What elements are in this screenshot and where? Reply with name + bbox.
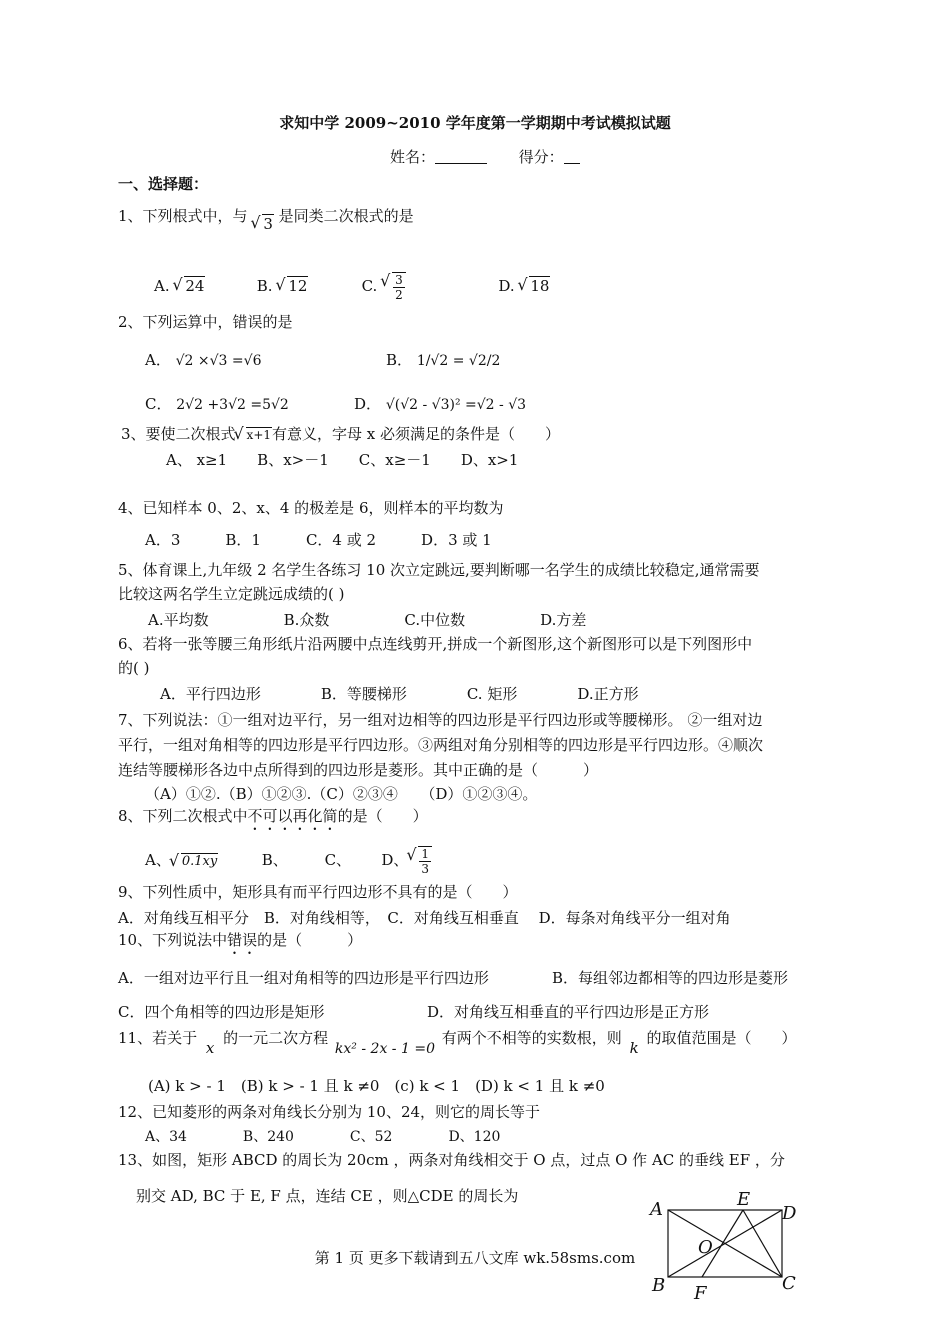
question-1-stem: 1、下列根式中，与 √ 3 是同类二次根式的是 (118, 206, 414, 226)
question-5-stem-2: 比较这两名学生立定跳远成绩的( ) (118, 585, 345, 603)
question-4-stem: 4、已知样本 0、2、x、4 的极差是 6，则样本的平均数为 (118, 499, 504, 517)
question-2-stem: 2、下列运算中，错误的是 (118, 313, 293, 331)
question-10-option-d: D．对角线互相垂直的平行四边形是正方形 (427, 1003, 710, 1021)
question-2-option-d: D． √(√2 - √3)² =√2 - √3 (354, 395, 527, 413)
name-blank[interactable] (435, 149, 487, 164)
question-13-line-2: 别交 AD, BC 于 E, F 点，连结 CE ，则△CDE 的周长为 (136, 1187, 519, 1205)
question-3-stem: 3、要使二次根式√ x+1有意义，字母 x 必须满足的条件是（ ） (121, 424, 560, 445)
question-13-line-1: 13、如图，矩形 ABCD 的周长为 20cm ，两条对角线相交于 O 点，过点 O 作 AC 的垂线 EF ，分 (118, 1151, 785, 1169)
question-5-stem-1: 5、体育课上,九年级 2 名学生各练习 10 次立定跳远,要判断哪一名学生的成绩比较稳定,通常需要 (118, 561, 760, 579)
question-10-option-c: C．四个角相等的四边形是矩形 (118, 1003, 325, 1021)
question-6-options: A．平行四边形 B．等腰梯形 C. 矩形 D.正方形 (160, 685, 639, 703)
question-10-option-a: A．一组对边平行且一组对角相等的四边形是平行四边形 (118, 969, 489, 987)
question-5-options: A.平均数 B.众数 C.中位数 D.方差 (148, 611, 587, 629)
question-10-option-b: B．每组邻边都相等的四边形是菱形 (552, 969, 789, 987)
question-2-option-b: B． 1/√2 = √2/2 (386, 351, 501, 369)
question-12-stem: 12、已知菱形的两条对角线长分别为 10、24，则它的周长等于 (118, 1103, 541, 1121)
question-8-stem: 8、下列二次根式中不可以再化简的是（ ） (118, 807, 428, 825)
rectangle-figure (648, 1185, 798, 1305)
exam-title: 求知中学 2009~2010 学年度第一学期期中考试模拟试题 (279, 114, 671, 132)
label-c: C (782, 1273, 796, 1294)
label-b: B (652, 1275, 666, 1296)
question-6-stem-1: 6、若将一张等腰三角形纸片沿两腰中点连线剪开,拼成一个新图形,这个新图形可以是下列图形中 (118, 635, 753, 653)
section-heading: 一、选择题： (118, 175, 209, 193)
question-3-options: A、 x≥1 B、x>－1 C、x≥－1 D、x>1 (166, 451, 519, 469)
question-9-options: A．对角线互相平分 B．对角线相等， C．对角线互相垂直 D．每条对角线平分一组对角 (118, 909, 731, 927)
question-11-options: (A) k > - 1 (B) k > - 1 且 k ≠0 (c) k < 1 (D) k < 1 且 k ≠0 (148, 1077, 605, 1095)
name-label: 姓名： (390, 148, 436, 166)
question-7-stem-2: 平行，一组对角相等的四边形是平行四边形。③两组对角分别相等的四边形是平行四边形。④顺次 (118, 736, 764, 754)
question-2-option-c: C． 2√2 +3√2 =5√2 (145, 395, 289, 413)
label-d: D (782, 1203, 797, 1224)
name-score-bar (390, 146, 580, 167)
question-11-stem: 11、若关于 x 的一元二次方程 kx² - 2x - 1 =0 有两个不相等的实数根，则 k 的取值范围是（ ） (118, 1029, 797, 1057)
score-label: 得分： (518, 148, 564, 166)
score-blank[interactable] (564, 149, 580, 164)
question-4-options: A．3 B．1 C．4 或 2 D．3 或 1 (145, 531, 492, 549)
question-7-options: （A）①②.（B）①②③.（C）②③④ （D）①②③④。 (145, 785, 538, 803)
label-o: O (698, 1237, 713, 1258)
label-a: A (650, 1199, 663, 1220)
question-8-options: A、√ 0.1xy B、 C、 D、 √ $\frac{1}{3}$ (145, 846, 432, 876)
question-10-stem: 10、下列说法中错误的是（ ） (118, 931, 363, 949)
question-7-stem-3: 连结等腰梯形各边中点所得到的四边形是菱形。其中正确的是（ ） (118, 761, 599, 779)
question-9-stem: 9、下列性质中，矩形具有而平行四边形不具有的是（ ） (118, 883, 518, 901)
question-1-options: A. √ 24 B. √ 12 C. √ $\frac{3}{2}$ D. √ 18 (154, 272, 550, 302)
question-2-option-a: A． √2 ×√3 =√6 (145, 351, 262, 369)
label-f: F (694, 1283, 707, 1304)
root-3: √ 3 (252, 214, 274, 234)
question-12-options: A、34 B、240 C、52 D、120 (145, 1129, 501, 1145)
question-7-stem-1: 7、下列说法：①一组对边平行，另一组对边相等的四边形是平行四边形或等腰梯形。 ②一组对边 (118, 711, 763, 729)
page-footer: 第 1 页 更多下载请到五八文库 wk.58sms.com (314, 1249, 636, 1267)
label-e: E (737, 1189, 751, 1210)
question-6-stem-2: 的( ) (118, 659, 150, 677)
